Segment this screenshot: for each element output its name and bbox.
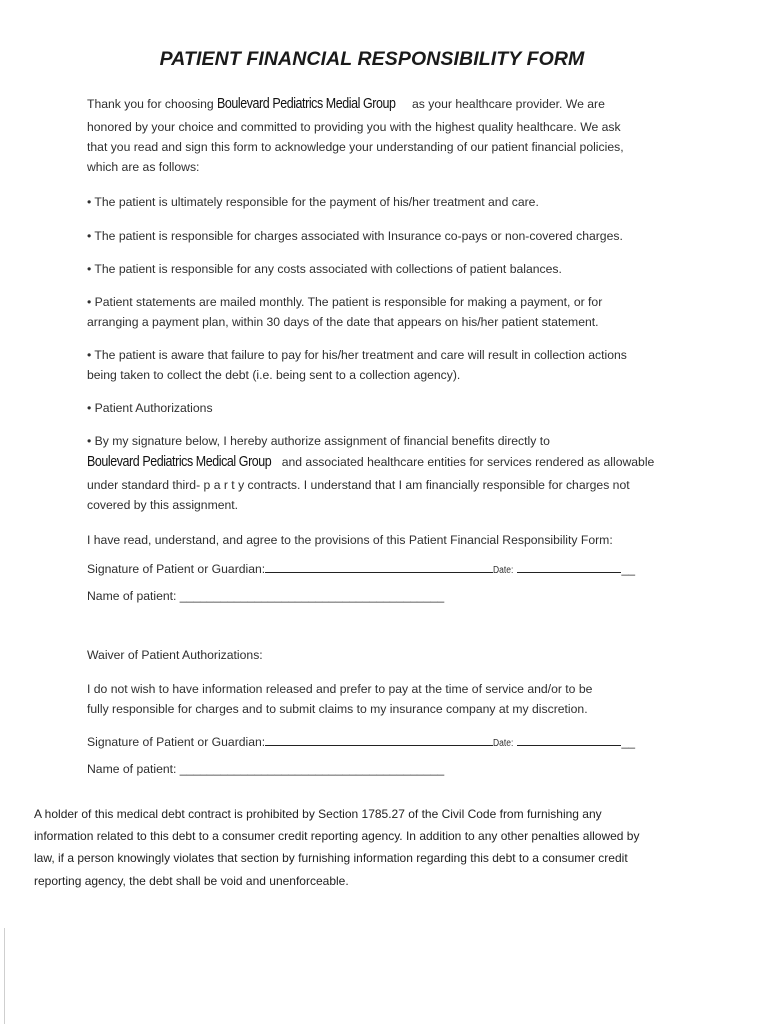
org-name: Boulevard Pediatrics Medial Group (217, 96, 396, 112)
signature-row-1 (87, 562, 635, 576)
page-edge-divider (4, 928, 5, 1024)
patient-name-field[interactable]: Name of patient: _______________________________________ (87, 589, 445, 603)
bullet-4-line-1: • Patient statements are mailed monthly. The patient is responsible for making a payment, or for (87, 295, 603, 309)
signature-field[interactable] (265, 562, 493, 573)
date-field-2[interactable] (517, 735, 621, 746)
legal-notice-line-1: A holder of this medical debt contract is prohibited by Section 1785.27 of the Civil Code from furnishing any (34, 807, 602, 821)
org-name-2: Boulevard Pediatrics Medical Group (87, 454, 272, 470)
bullet-7-line-4: covered by this assignment. (87, 498, 239, 512)
bullet-7-line-2 (87, 454, 654, 470)
date-tail: __ (621, 562, 636, 576)
bullet-7-line-3: under standard third- p a r t y contracts. I understand that I am financially responsible for charges not (87, 478, 630, 492)
signature-label-2: Signature of Patient or Guardian: (87, 735, 266, 749)
legal-notice-line-4: reporting agency, the debt shall be void and unenforceable. (34, 874, 349, 888)
bullet-5-line-2: being taken to collect the debt (i.e. being sent to a collection agency). (87, 368, 461, 382)
bullet-5-line-1: • The patient is aware that failure to pay for his/her treatment and care will result in collection actions (87, 348, 627, 362)
waiver-line-2: fully responsible for charges and to submit claims to my insurance company at my discretion. (87, 702, 588, 716)
intro-line-3: that you read and sign this form to acknowledge your understanding of our patient financial policies, (87, 140, 624, 154)
bullet-1: • The patient is ultimately responsible for the payment of his/her treatment and care. (87, 195, 539, 209)
patient-name-field-2[interactable]: Name of patient: _______________________________________ (87, 762, 445, 776)
date-label: Date: (493, 565, 514, 576)
agreement-statement: I have read, understand, and agree to the provisions of this Patient Financial Responsibility Form: (87, 533, 613, 547)
date-tail-2: __ (621, 735, 636, 749)
bullet-2: • The patient is responsible for charges associated with Insurance co-pays or non-covered charges. (87, 229, 623, 243)
signature-row-2 (87, 735, 635, 749)
waiver-heading: Waiver of Patient Authorizations: (87, 648, 263, 662)
bullet-7-line-1: • By my signature below, I hereby authorize assignment of financial benefits directly to (87, 434, 550, 448)
bullet-6: • Patient Authorizations (87, 401, 213, 415)
date-label-2: Date: (493, 738, 514, 749)
intro-text-a: Thank you for choosing (87, 97, 218, 111)
waiver-line-1: I do not wish to have information released and prefer to pay at the time of service and/or to be (87, 682, 593, 696)
form-title: PATIENT FINANCIAL RESPONSIBILITY FORM (159, 48, 585, 70)
bullet-4-line-2: arranging a payment plan, within 30 days of the date that appears on his/her patient statement. (87, 315, 599, 329)
bullet-7-text: and associated healthcare entities for services rendered as allowable (278, 455, 655, 469)
legal-notice-line-2: information related to this debt to a consumer credit reporting agency. In addition to any other penalties allowed by (34, 829, 640, 843)
intro-text-b: as your healthcare provider. We are (408, 97, 605, 111)
date-field[interactable] (517, 562, 621, 573)
legal-notice-line-3: law, if a person knowingly violates that section by furnishing information regarding this debt to a consumer credit (34, 851, 628, 865)
intro-line-2: honored by your choice and committed to providing you with the highest quality healthcare. We ask (87, 120, 621, 134)
intro-line-4: which are as follows: (87, 160, 200, 174)
bullet-3: • The patient is responsible for any costs associated with collections of patient balances. (87, 262, 562, 276)
signature-field-2[interactable] (265, 735, 493, 746)
signature-label: Signature of Patient or Guardian: (87, 562, 266, 576)
intro-line-1 (87, 96, 605, 112)
